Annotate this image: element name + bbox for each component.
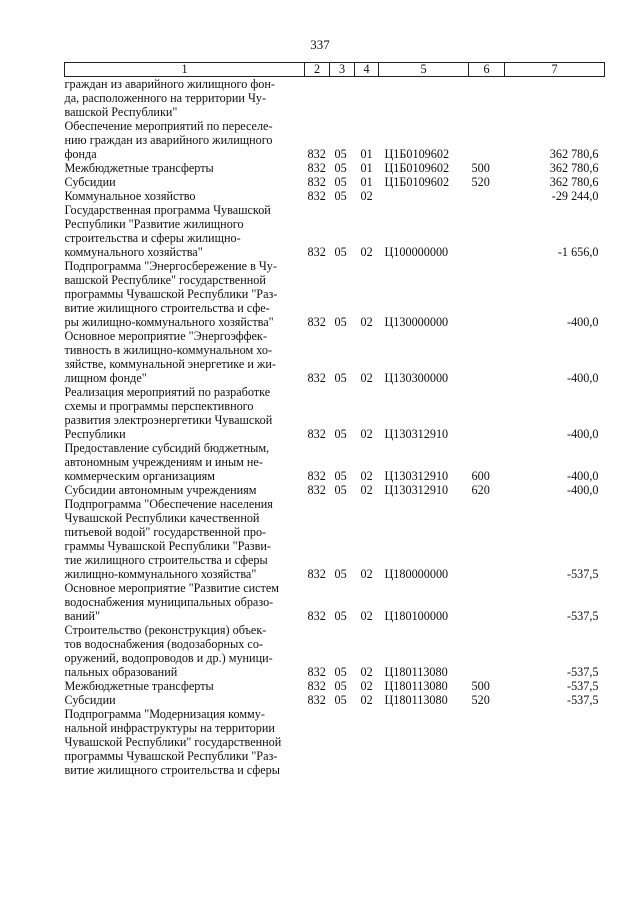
row-gr-cell: 832 [307, 175, 326, 189]
row-name-line: Строительство (реконструкция) объек- [64, 623, 267, 637]
row-name-line: тов водоснабжения (водозаборных со- [64, 637, 263, 651]
row-sum-cell: 362 780,6 [549, 161, 599, 175]
row-vr-cell [469, 189, 505, 203]
row-name-cell [65, 161, 305, 175]
row-pr-cell: 02 [360, 427, 373, 441]
row-name-line: коммунального хозяйства" [64, 245, 203, 259]
table-row [65, 679, 605, 693]
row-pr-cell: 02 [360, 483, 373, 497]
table-row [65, 77, 605, 120]
row-name-line: вашской Республики" [64, 105, 178, 119]
row-pr-cell: 02 [360, 245, 373, 259]
row-pr-cell [355, 707, 379, 777]
row-name-cell [65, 329, 305, 385]
row-name-line: Субсидии [64, 175, 116, 189]
row-vr-cell: 520 [471, 693, 490, 707]
row-gr-cell: 832 [307, 469, 326, 483]
row-rz-cell [330, 77, 355, 120]
header-cell-name: 1 [65, 63, 305, 77]
row-sum-cell: -537,5 [567, 693, 599, 707]
row-sum-cell: -400,0 [567, 483, 599, 497]
row-name-line: Межбюджетные трансферты [64, 679, 214, 693]
row-name-line: пальных образований [64, 665, 178, 679]
row-vr-cell [469, 707, 505, 777]
row-gr-cell: 832 [307, 245, 326, 259]
row-name-cell [65, 119, 305, 161]
table-row [65, 161, 605, 175]
row-cs-cell [379, 77, 469, 120]
row-gr-cell: 832 [307, 483, 326, 497]
row-name-line: тие жилищного строительства и сферы [64, 553, 268, 567]
row-cs-cell: Ц1Б0109602 [384, 161, 450, 175]
row-name-line: Основное мероприятие "Развитие систем [64, 581, 280, 595]
table-row [65, 707, 605, 777]
table-row [65, 203, 605, 259]
row-name-line: Государственная программа Чувашской [64, 203, 271, 217]
row-gr-cell [305, 707, 330, 777]
row-rz-cell: 05 [334, 665, 347, 679]
row-vr-cell [469, 497, 505, 581]
row-vr-cell [469, 259, 505, 329]
row-name-line: Реализация мероприятий по разработке [64, 385, 271, 399]
row-name-line: фонда [64, 147, 97, 161]
row-cs-cell: Ц180113080 [384, 693, 448, 707]
row-name-line: зяйстве, коммунальной энергетике и жи- [64, 357, 276, 371]
row-name-line: развития электроэнергетики Чувашской [64, 413, 273, 427]
row-sum-cell [505, 707, 605, 777]
row-name-line: Обеспечение мероприятий по переселе- [64, 119, 273, 133]
row-name-line: нальной инфраструктуры на территории [64, 721, 275, 735]
row-name-line: нию граждан из аварийного жилищного [64, 133, 273, 147]
row-cs-cell: Ц1Б0109602 [384, 147, 450, 161]
row-sum-cell: -29 244,0 [551, 189, 599, 203]
row-gr-cell: 832 [307, 567, 326, 581]
row-name-cell [65, 203, 305, 259]
row-sum-cell: -1 656,0 [557, 245, 599, 259]
row-name-cell [65, 679, 305, 693]
table-row [65, 693, 605, 707]
row-name-cell [65, 175, 305, 189]
row-name-line: Коммунальное хозяйство [64, 189, 196, 203]
row-vr-cell [469, 581, 505, 623]
row-name-line: витие жилищного строительства и сфе- [64, 301, 270, 315]
row-cs-cell: Ц180100000 [384, 609, 449, 623]
row-name-line: оружений, водопроводов и др.) муници- [64, 651, 273, 665]
row-sum-cell: 362 780,6 [549, 147, 599, 161]
row-name-line: программы Чувашской Республики "Раз- [64, 287, 278, 301]
row-gr-cell: 832 [307, 161, 326, 175]
row-vr-cell [469, 329, 505, 385]
row-vr-cell [469, 623, 505, 679]
row-rz-cell: 05 [334, 315, 347, 329]
header-cell-cs: 5 [379, 63, 469, 77]
row-gr-cell: 832 [307, 147, 326, 161]
row-name-line: Чувашской Республики" государственной [64, 735, 282, 749]
row-name-line: Подпрограмма "Модернизация комму- [64, 707, 265, 721]
row-name-line: жилищно-коммунального хозяйства" [64, 567, 257, 581]
row-vr-cell [469, 119, 505, 161]
row-vr-cell: 500 [471, 161, 490, 175]
row-name-line: Основное мероприятие "Энергоэффек- [64, 329, 267, 343]
row-vr-cell: 600 [471, 469, 490, 483]
row-name-line: автономным учреждениям и иным не- [64, 455, 263, 469]
row-sum-cell: -400,0 [567, 427, 599, 441]
row-gr-cell: 832 [307, 679, 326, 693]
row-cs-cell: Ц130312910 [384, 483, 449, 497]
row-cs-cell: Ц130300000 [384, 371, 449, 385]
row-pr-cell [355, 77, 379, 120]
table-row [65, 623, 605, 679]
row-cs-cell: Ц100000000 [384, 245, 449, 259]
row-name-line: лищном фонде" [64, 371, 147, 385]
row-name-cell [65, 693, 305, 707]
row-sum-cell: 362 780,6 [549, 175, 599, 189]
row-rz-cell: 05 [334, 175, 347, 189]
row-vr-cell [469, 203, 505, 259]
table-row [65, 329, 605, 385]
row-sum-cell: -400,0 [567, 469, 599, 483]
table-row [65, 119, 605, 161]
table-row [65, 189, 605, 203]
row-pr-cell: 02 [360, 189, 373, 203]
row-cs-cell: Ц130000000 [384, 315, 449, 329]
row-rz-cell: 05 [334, 189, 347, 203]
row-name-cell [65, 189, 305, 203]
row-gr-cell: 832 [307, 189, 326, 203]
table-body [65, 77, 605, 778]
table-row [65, 497, 605, 581]
row-rz-cell: 05 [334, 147, 347, 161]
row-rz-cell: 05 [334, 161, 347, 175]
row-gr-cell: 832 [307, 315, 326, 329]
row-name-line: Предоставление субсидий бюджетным, [64, 441, 270, 455]
budget-table [64, 62, 605, 777]
row-sum-cell: -400,0 [567, 315, 599, 329]
row-name-cell [65, 385, 305, 441]
table-row [65, 175, 605, 189]
header-cell-pr: 4 [355, 63, 379, 77]
row-pr-cell: 02 [360, 315, 373, 329]
row-name-line: Подпрограмма "Энергосбережение в Чу- [64, 259, 277, 273]
row-name-line: Межбюджетные трансферты [64, 161, 214, 175]
row-gr-cell: 832 [307, 665, 326, 679]
header-row [65, 63, 605, 77]
row-sum-cell: -537,5 [567, 567, 599, 581]
row-name-cell [65, 623, 305, 679]
row-pr-cell: 02 [360, 665, 373, 679]
header-cell-vr: 6 [469, 63, 505, 77]
header-cell-gr: 2 [305, 63, 330, 77]
row-name-line: коммерческим организациям [64, 469, 215, 483]
row-rz-cell: 05 [334, 469, 347, 483]
row-pr-cell: 02 [360, 609, 373, 623]
row-sum-cell: -537,5 [567, 609, 599, 623]
row-pr-cell: 01 [360, 161, 373, 175]
row-name-line: ры жилищно-коммунального хозяйства" [64, 315, 274, 329]
row-vr-cell [469, 385, 505, 441]
row-sum-cell [505, 77, 605, 120]
row-rz-cell: 05 [334, 679, 347, 693]
row-name-line: граммы Чувашской Республики "Разви- [64, 539, 271, 553]
row-name-line: граждан из аварийного жилищного фон- [64, 77, 275, 91]
row-sum-cell: -537,5 [567, 665, 599, 679]
row-rz-cell: 05 [334, 693, 347, 707]
row-rz-cell: 05 [334, 609, 347, 623]
header-cell-sum: 7 [505, 63, 605, 77]
row-rz-cell: 05 [334, 245, 347, 259]
row-name-cell [65, 259, 305, 329]
row-cs-cell: Ц1Б0109602 [384, 175, 450, 189]
row-gr-cell [305, 77, 330, 120]
row-cs-cell: Ц180113080 [384, 665, 448, 679]
row-name-line: витие жилищного строительства и сферы [64, 763, 280, 777]
row-name-line: питьевой водой" государственной про- [64, 525, 267, 539]
row-name-line: программы Чувашской Республики "Раз- [64, 749, 278, 763]
row-vr-cell [469, 77, 505, 120]
row-name-cell [65, 707, 305, 777]
table-row [65, 441, 605, 483]
row-gr-cell: 832 [307, 371, 326, 385]
row-name-line: Подпрограмма "Обеспечение населения [64, 497, 273, 511]
row-name-line: Субсидии [64, 693, 116, 707]
row-pr-cell: 01 [360, 175, 373, 189]
header-cell-rz: 3 [330, 63, 355, 77]
row-vr-cell: 620 [471, 483, 490, 497]
row-name-line: схемы и программы перспективного [64, 399, 254, 413]
table-row [65, 581, 605, 623]
row-cs-cell: Ц130312910 [384, 469, 449, 483]
row-name-line: Республики "Развитие жилищного [64, 217, 244, 231]
row-rz-cell: 05 [334, 371, 347, 385]
row-rz-cell: 05 [334, 567, 347, 581]
row-vr-cell: 500 [471, 679, 490, 693]
row-name-cell [65, 441, 305, 483]
row-name-line: тивность в жилищно-коммунальном хо- [64, 343, 273, 357]
row-name-cell [65, 77, 305, 120]
table-row [65, 385, 605, 441]
row-vr-cell: 520 [471, 175, 490, 189]
row-name-cell [65, 581, 305, 623]
row-name-line: да, расположенного на территории Чу- [64, 91, 267, 105]
row-cs-cell [379, 707, 469, 777]
row-name-line: ваний" [64, 609, 101, 623]
row-cs-cell [379, 189, 469, 203]
row-gr-cell: 832 [307, 609, 326, 623]
row-name-cell [65, 483, 305, 497]
row-name-line: Республики [64, 427, 126, 441]
row-name-line: водоснабжения муниципальных образо- [64, 595, 274, 609]
table-header [65, 63, 605, 77]
row-cs-cell: Ц180113080 [384, 679, 448, 693]
row-name-line: Чувашской Республики качественной [64, 511, 260, 525]
row-rz-cell [330, 707, 355, 777]
row-name-line: строительства и сферы жилищно- [64, 231, 241, 245]
row-pr-cell: 02 [360, 371, 373, 385]
row-name-line: вашской Республике" государственной [64, 273, 266, 287]
row-gr-cell: 832 [307, 427, 326, 441]
row-name-cell [65, 497, 305, 581]
row-gr-cell: 832 [307, 693, 326, 707]
row-rz-cell: 05 [334, 427, 347, 441]
row-pr-cell: 02 [360, 693, 373, 707]
row-pr-cell: 02 [360, 679, 373, 693]
row-cs-cell: Ц130312910 [384, 427, 449, 441]
row-pr-cell: 02 [360, 567, 373, 581]
row-sum-cell: -537,5 [567, 679, 599, 693]
row-pr-cell: 01 [360, 147, 373, 161]
page-number: 337 [310, 37, 330, 52]
row-pr-cell: 02 [360, 469, 373, 483]
row-name-line: Субсидии автономным учреждениям [64, 483, 257, 497]
row-cs-cell: Ц180000000 [384, 567, 449, 581]
row-sum-cell: -400,0 [567, 371, 599, 385]
table-row [65, 483, 605, 497]
table-row [65, 259, 605, 329]
row-rz-cell: 05 [334, 483, 347, 497]
